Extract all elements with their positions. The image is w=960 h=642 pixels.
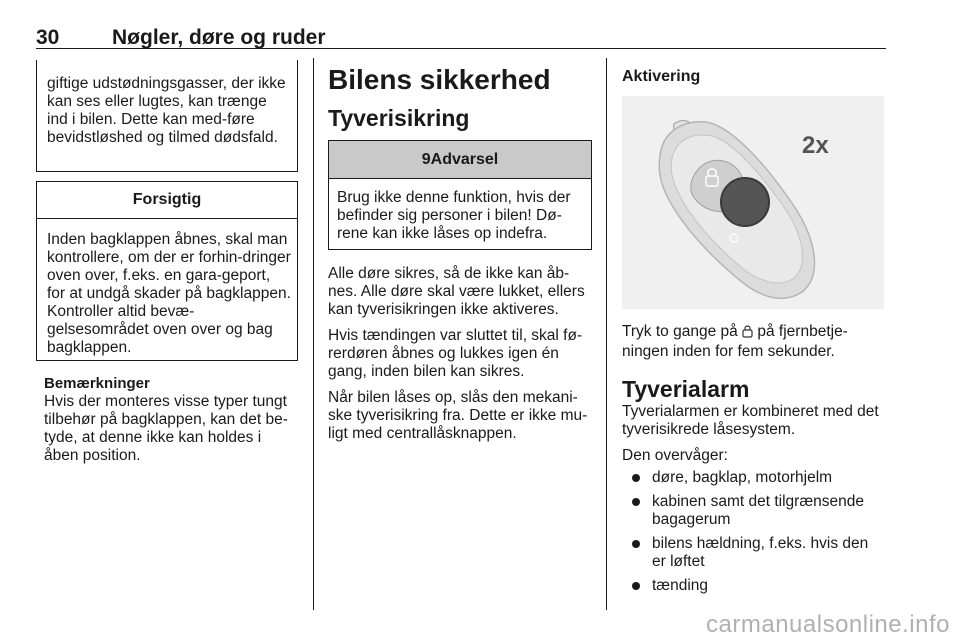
bullet-dot-icon	[632, 498, 640, 506]
alarm-heading: Tyverialarm	[622, 376, 750, 402]
key-fob-image	[622, 96, 884, 309]
bullet-dot-icon	[632, 474, 640, 482]
alarm-text: Tyverialarmen er kombineret med det tyverisikrede låsesystem.	[622, 403, 879, 438]
activation-title: Aktivering	[622, 68, 701, 85]
column-right	[622, 60, 886, 601]
monitors-label: Den overvåger:	[622, 447, 728, 464]
paragraph: Alle døre sikres, så de ikke kan åb-nes. Alle døre skal være lukket, ellers kan tyverisikringen ikke aktiveres.	[328, 265, 585, 318]
press-count-label: 2x	[802, 132, 829, 159]
column-divider	[606, 58, 607, 610]
key-fob-illustration	[622, 96, 884, 309]
note-section	[36, 361, 298, 465]
warning-box-continued	[36, 60, 298, 172]
caution-box	[36, 181, 298, 361]
monitored-list	[622, 469, 886, 595]
lock-icon	[742, 324, 753, 343]
bullet-dot-icon	[632, 540, 640, 548]
warning-text: Brug ikke denne funktion, hvis der befinder sig personer i bilen! Dø-rene kan ikke låses op indefra.	[337, 189, 571, 242]
column-middle	[328, 60, 592, 443]
paragraph: Hvis tændingen var sluttet til, skal fø-rerdøren åbnes og lukkes igen én gang, inden bilen kan sikres.	[328, 327, 583, 380]
note-text: Hvis der monteres visse typer tungt tilbehør på bagklappen, kan det be-tyde, at denne ikke kan holdes i åben position.	[44, 393, 288, 464]
note-title: Bemærkninger	[44, 375, 150, 392]
page-number: 30	[36, 26, 60, 49]
caution-title: Forsigtig	[132, 191, 202, 208]
warning-triangle-icon: 9	[421, 151, 431, 168]
caution-text: Inden bagklappen åbnes, skal man kontrollere, om der er forhin-dringer oven over, f.eks. en gara-geport, for at undgå skader på bagklappen. Kontroller altid bevæ-gelsesområdet oven over og bag bagklappen.	[47, 231, 291, 356]
list-item: døre, bagklap, motorhjelm	[622, 469, 886, 487]
box-continued-text: giftige udstødningsgasser, der ikke kan ses eller lugtes, kan trænge ind i bilen. Dette kan med-føre bevidstløshed og tilmed dødsfald.	[47, 75, 286, 146]
watermark: carmanualsonline.info	[706, 611, 950, 638]
column-left	[36, 60, 298, 465]
warning-title: Advarsel	[430, 151, 499, 168]
section-heading: Bilens sikkerhed	[328, 64, 551, 95]
list-item: bilens hældning, f.eks. hvis den er løftet	[622, 535, 886, 571]
column-divider	[313, 58, 314, 610]
list-item: kabinen samt det tilgrænsende bagagerum	[622, 493, 886, 529]
chapter-title: Nøgler, døre og ruder	[112, 26, 326, 49]
bullet-dot-icon	[632, 582, 640, 590]
page-header	[36, 8, 886, 49]
paragraph: Når bilen låses op, slås den mekani-ske tyverisikring fra. Dette er ikke mu-ligt med centrallåsknappen.	[328, 389, 588, 442]
subsection-heading: Tyverisikring	[328, 105, 470, 131]
list-item: tænding	[622, 577, 886, 595]
warning-box	[328, 140, 592, 250]
activation-instruction: Tryk to gange på på fjernbetje-ningen inden for fem sekunder.	[622, 323, 848, 360]
warning-title-bar	[329, 141, 591, 178]
